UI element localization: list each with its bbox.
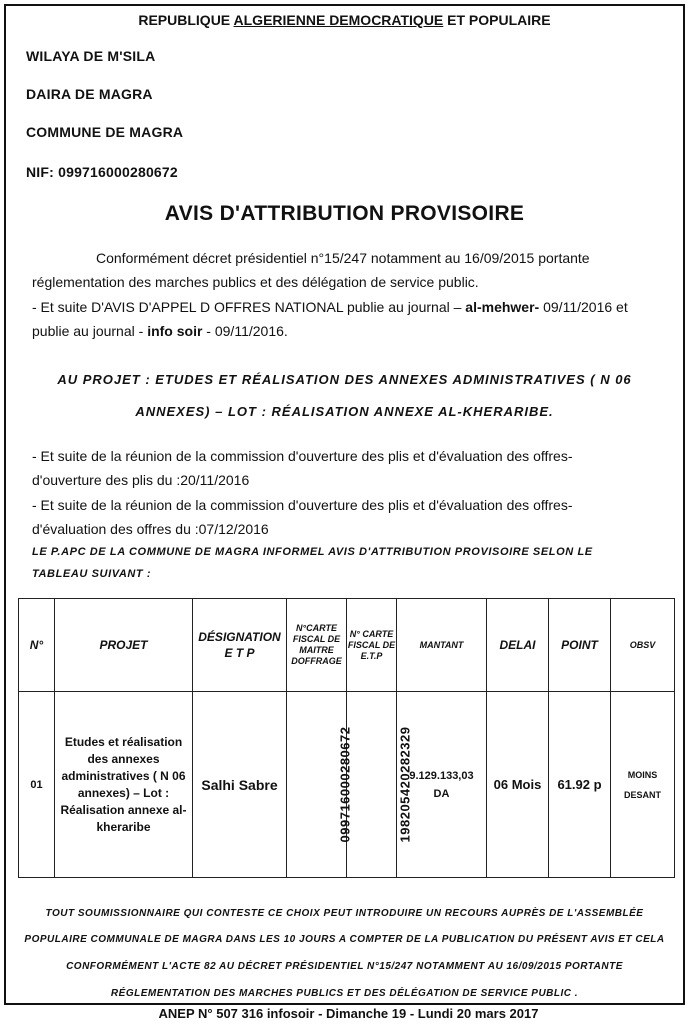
table-header-row [19, 599, 675, 692]
meeting-1-line-2: d'ouverture des plis du :20/11/2016 [32, 472, 250, 488]
notice-frame [4, 4, 685, 1005]
row-designation: Salhi Sabre [193, 692, 287, 878]
nif-line: NIF: 099716000280672 [26, 164, 178, 180]
header-num: N° [19, 599, 55, 692]
decree-line-1: Conformément décret présidentiel n°15/247 notamment au 16/09/2015 portante [96, 250, 590, 266]
header-carte-maitre: N°CARTE FISCAL DE MAITRE DOFFRAGE [287, 599, 347, 692]
attribution-table [18, 598, 675, 878]
row-montant: 9.129.133,03 DA [397, 692, 487, 878]
header-obsv: OBSV [611, 599, 675, 692]
header-point: POINT [549, 599, 611, 692]
footer-line-1: TOUT SOUMISSIONNAIRE QUI CONTESTE CE CHOIX PEUT INTRODUIRE UN RECOURS AUPRÈS DE L'ASSEMBLÉE [45, 908, 644, 919]
republic-header: REPUBLIQUE ALGERIENNE DEMOCRATIQUE ET POPULAIRE [138, 12, 551, 28]
decree-line-2: réglementation des marches publics et des délégation de service public. [32, 274, 479, 290]
tender-line-1: - Et suite D'AVIS D'APPEL D OFFRES NATIONAL publie au journal – al-mehwer- 09/11/2016 et [32, 299, 628, 315]
footer-line-4: RÉGLEMENTATION DES MARCHES PUBLICS ET DES DÉLÉGATION DE SERVICE PUBLIC . [110, 988, 579, 999]
meeting-2-line-1: - Et suite de la réunion de la commission d'ouverture des plis et d'évaluation des offres- [32, 497, 573, 513]
row-point: 61.92 p [549, 692, 611, 878]
project-line-2: ANNEXES) – LOT : RÉALISATION ANNEXE AL-KHERARIBE. [135, 404, 554, 419]
row-carte-etp-cell [347, 692, 413, 878]
header-delai: DELAI [487, 599, 549, 692]
meeting-1-line-1: - Et suite de la réunion de la commission d'ouverture des plis et d'évaluation des offres- [32, 448, 573, 464]
meeting-2-line-2: d'évaluation des offres du :07/12/2016 [32, 521, 269, 537]
project-line-1: AU PROJET : ETUDES ET RÉALISATION DES ANNEXES ADMINISTRATIVES ( N 06 [57, 372, 632, 387]
header-carte-etp: N° CARTE FISCAL DE E.T.P [347, 599, 397, 692]
notice-title: AVIS D'ATTRIBUTION PROVISOIRE [164, 202, 525, 225]
tender-line-2: publie au journal - info soir - 09/11/2016. [32, 323, 288, 339]
commune-line: COMMUNE DE MAGRA [26, 124, 184, 140]
apc-line-1: LE P.APC DE LA COMMUNE DE MAGRA INFORMEL AVIS D'ATTRIBUTION PROVISOIRE SELON LE [32, 546, 593, 558]
row-carte-etp: 198205420282329 [397, 726, 413, 843]
row-num: 01 [19, 692, 55, 878]
row-carte-maitre-cell [287, 692, 353, 878]
wilaya-line: WILAYA DE M'SILA [26, 48, 156, 64]
row-projet: Etudes et réalisation des annexes administratives ( N 06 annexes) – Lot : Réalisation annexe al-kheraribe [55, 692, 193, 878]
daira-line: DAIRA DE MAGRA [26, 86, 153, 102]
header-designation: DÉSIGNATION E T P [193, 599, 287, 692]
footer-line-2: POPULAIRE COMMUNALE DE MAGRA DANS LES 10 JOURS A COMPTER DE LA PUBLICATION DU PRÉSENT AVIS ET CELA [24, 934, 665, 945]
row-carte-maitre: 099716000280672 [337, 726, 353, 843]
footer-line-3: CONFORMÉMENT L'ACTE 82 AU DÉCRET PRÉSIDENTIEL N°15/247 NOTAMMENT AU 16/09/2015 PORTANTE [66, 961, 623, 972]
header-montant: MANTANT [397, 599, 487, 692]
row-delai: 06 Mois [487, 692, 549, 878]
anep-reference: ANEP N° 507 316 infosoir - Dimanche 19 - Lundi 20 mars 2017 [158, 1006, 539, 1021]
row-obsv: MOINS DESANT [611, 692, 675, 878]
header-projet: PROJET [55, 599, 193, 692]
table-row [19, 692, 675, 878]
apc-line-2: TABLEAU SUIVANT : [32, 568, 152, 580]
